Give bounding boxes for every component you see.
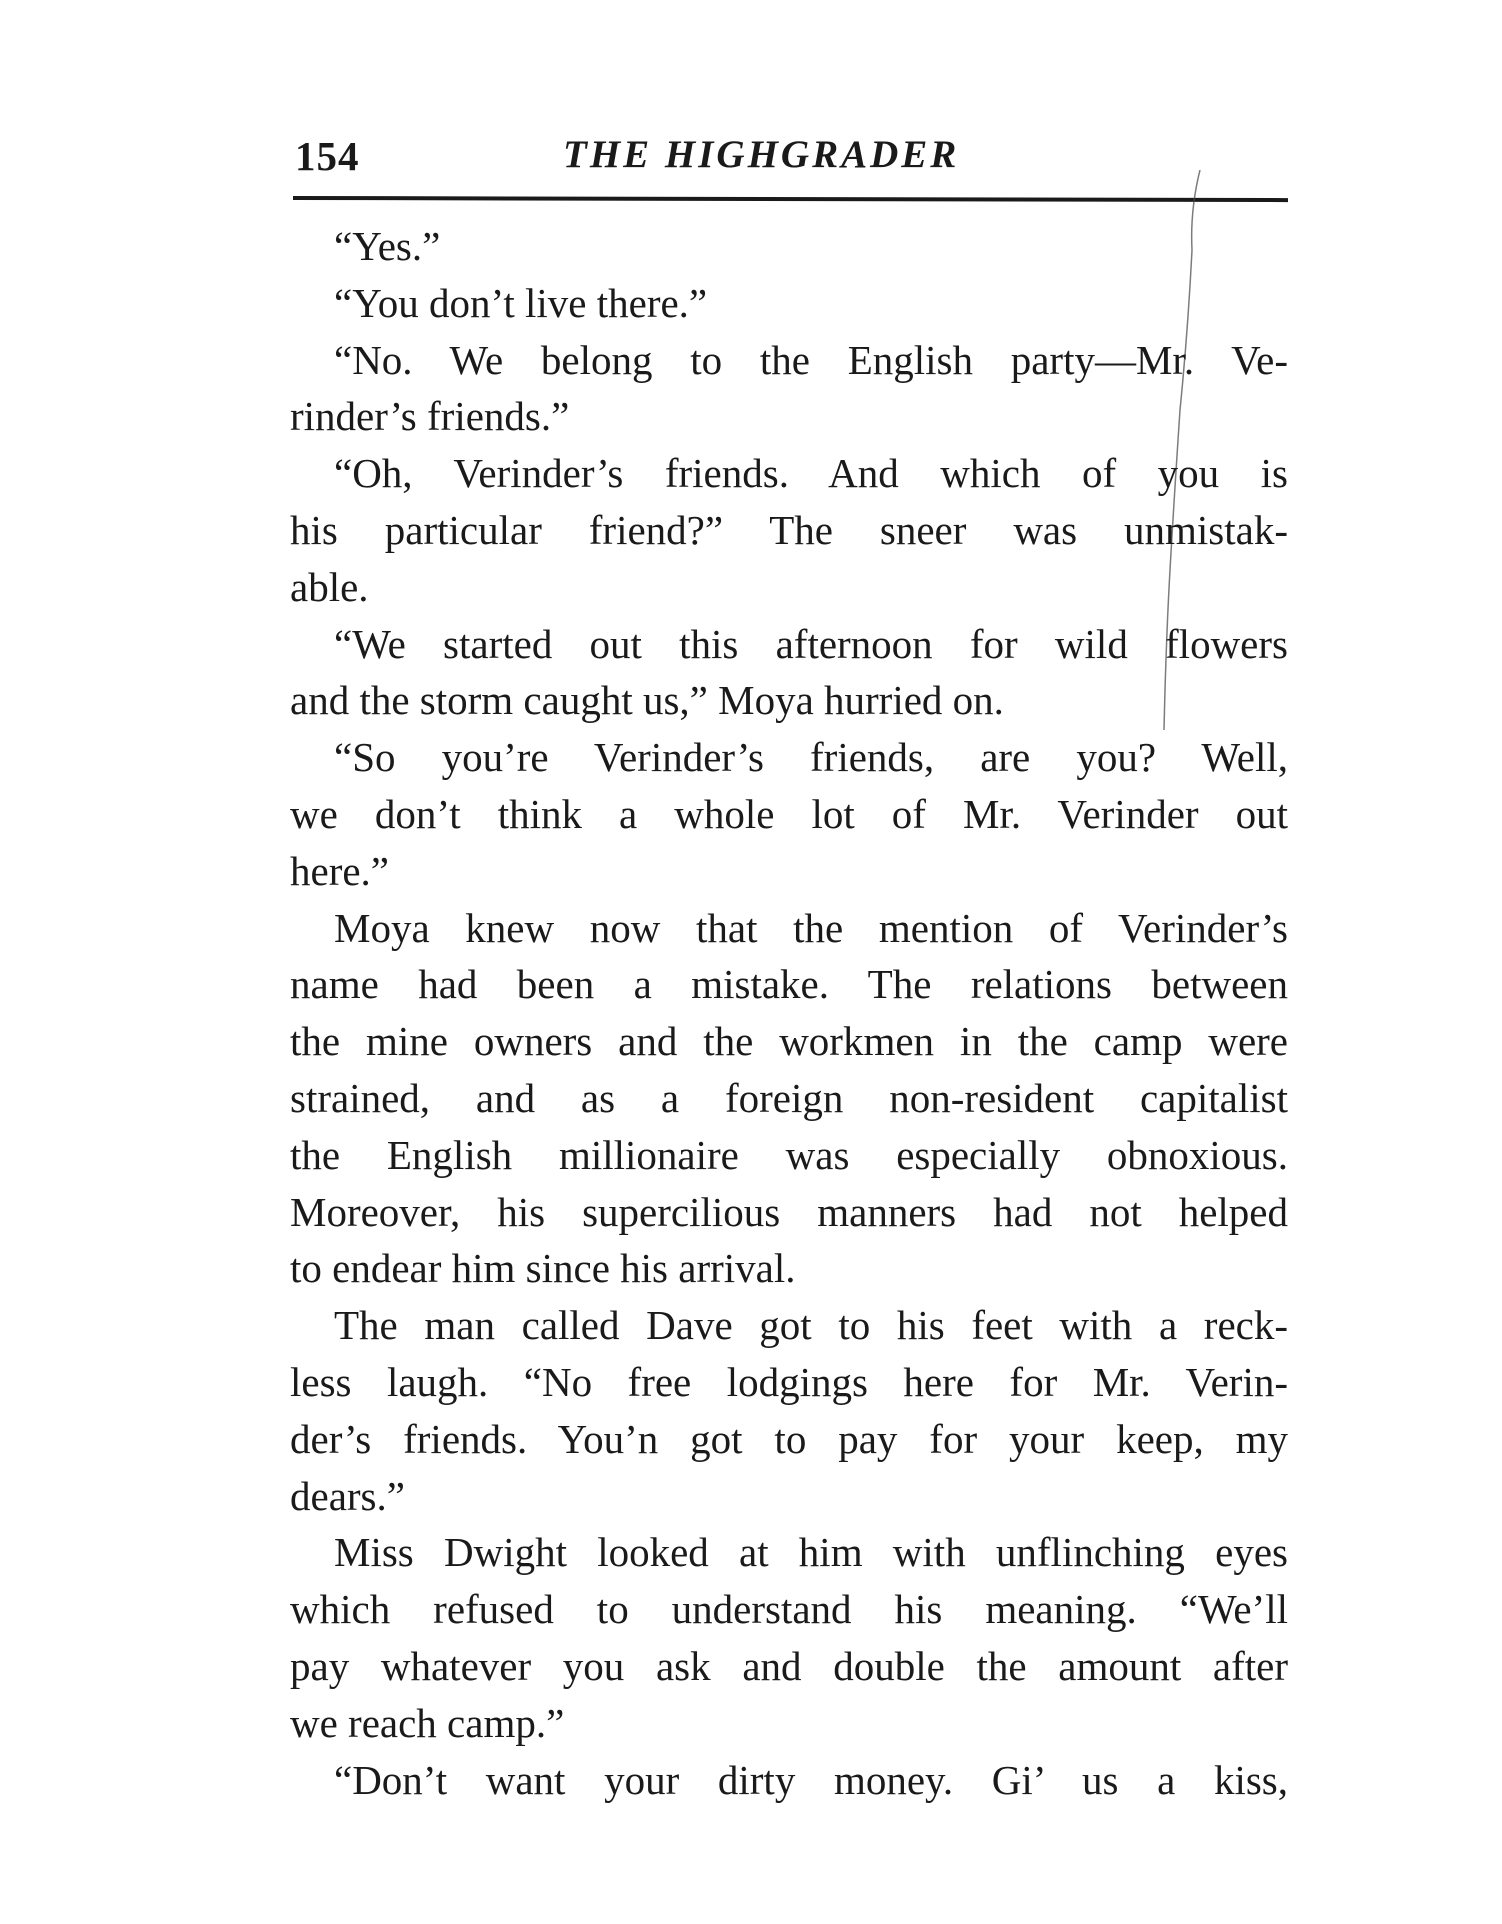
text-line: “No. We belong to the English party—Mr. Ve-: [334, 336, 1288, 383]
text-line: able.: [290, 563, 369, 610]
body-text: [290, 218, 1288, 1808]
text-line: less laugh. “No free lodgings here for Mr. Verin-: [290, 1358, 1288, 1405]
text-line: Moya knew now that the mention of Verinder’s: [334, 904, 1288, 951]
text-line: which refused to understand his meaning. “We’ll: [290, 1586, 1288, 1633]
text-line: “You don’t live there.”: [334, 279, 708, 326]
text-line: we don’t think a whole lot of Mr. Verinder out: [290, 790, 1288, 837]
text-line: “So you’re Verinder’s friends, are you? Well,: [334, 734, 1288, 781]
text-line: der’s friends. You’n got to pay for your keep, my: [290, 1415, 1288, 1462]
text-line: to endear him since his arrival.: [290, 1245, 796, 1292]
text-line: “We started out this afternoon for wild flowers: [334, 620, 1288, 667]
text-line: Miss Dwight looked at him with unflinching eyes: [334, 1529, 1288, 1576]
text-line: here.”: [290, 847, 389, 894]
text-line: dears.”: [290, 1472, 405, 1519]
text-line: “Yes.”: [334, 223, 441, 269]
text-line: and the storm caught us,” Moya hurried on.: [290, 677, 1004, 724]
text-line: the mine owners and the workmen in the camp were: [290, 1018, 1288, 1065]
text-line: rinder’s friends.”: [290, 393, 570, 440]
text-line: we reach camp.”: [290, 1699, 565, 1746]
running-head: THE HIGHGRADER: [563, 133, 960, 176]
text-line: “Oh, Verinder’s friends. And which of you is: [334, 450, 1288, 497]
text-line: The man called Dave got to his feet with a reck-: [334, 1302, 1288, 1349]
page-number: 154: [295, 133, 360, 179]
text-line: his particular friend?” The sneer was unmistak-: [290, 506, 1288, 553]
text-line: the English millionaire was especially obnoxious.: [290, 1131, 1288, 1178]
text-line: “Don’t want your dirty money. Gi’ us a kiss,: [334, 1756, 1288, 1803]
text-line: strained, and as a foreign non-resident capitalist: [290, 1074, 1288, 1121]
text-line: name had been a mistake. The relations between: [290, 961, 1288, 1008]
text-line: pay whatever you ask and double the amount after: [290, 1642, 1288, 1689]
text-line: Moreover, his supercilious manners had not helped: [290, 1188, 1288, 1235]
